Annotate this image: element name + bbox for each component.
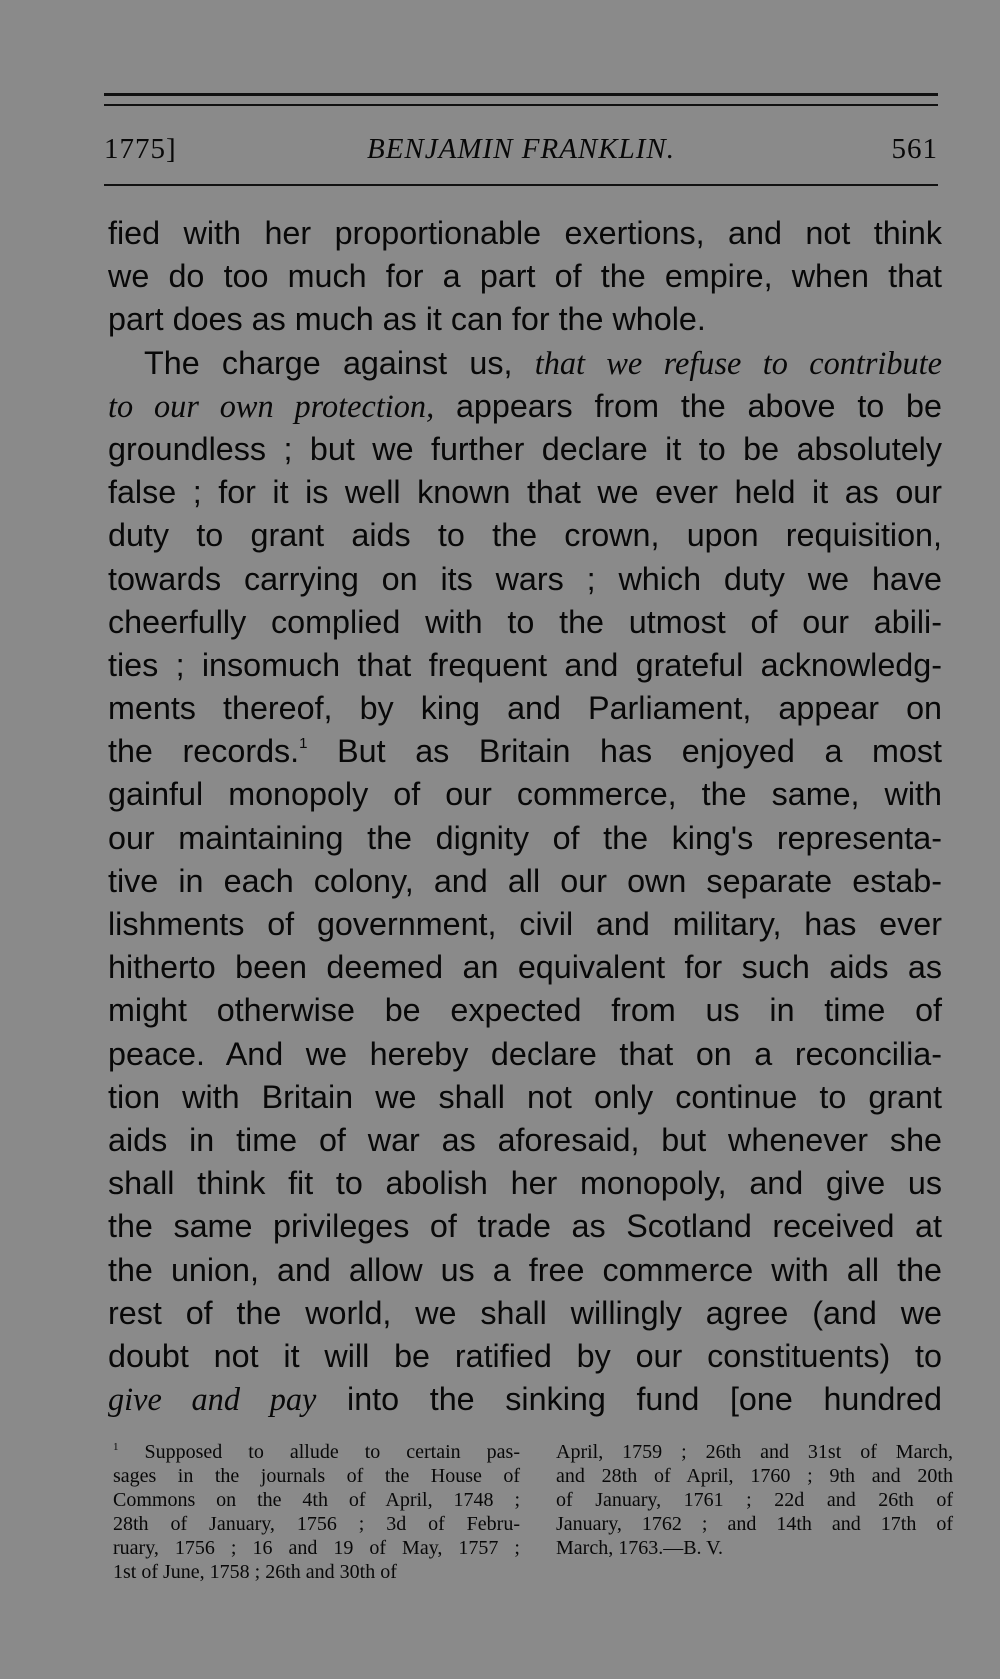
text-line: [108, 385, 942, 428]
text-line: the union, and allow us a free commerce with all the: [108, 1251, 942, 1288]
footnote-line: January, 1762 ; and 14th and 17th of: [556, 1513, 953, 1535]
text-line: we do too much for a part of the empire, when that: [108, 258, 942, 295]
footnote-line: of January, 1761 ; 22d and 26th of: [556, 1489, 953, 1511]
footnote-line: [113, 1440, 520, 1464]
running-header: [104, 128, 938, 170]
text-line: gainful monopoly of our commerce, the same, with: [108, 776, 942, 813]
footnote-line: ruary, 1756 ; 16 and 19 of May, 1757 ;: [113, 1537, 520, 1559]
text-line: hitherto been deemed an equivalent for such aids as: [108, 949, 942, 986]
text-line: fied with her proportionable exertions, and not think: [108, 215, 942, 251]
text-line: shall think fit to abolish her monopoly, and give us: [108, 1165, 942, 1202]
text-line: lishments of government, civil and military, has ever: [108, 906, 942, 942]
text-line: aids in time of war as aforesaid, but whenever she: [108, 1121, 942, 1158]
text-line: tion with Britain we shall not only continue to grant: [108, 1078, 942, 1115]
header-title: BENJAMIN FRANKLIN.: [367, 133, 675, 165]
top-rule-thin: [104, 104, 938, 106]
text-line: doubt not it will be ratified by our constituents) to: [108, 1337, 942, 1374]
text-line: peace. And we hereby declare that on a reconcilia-: [108, 1035, 942, 1072]
footnote-column-right: [556, 1440, 953, 1560]
text-line: cheerfully complied with to the utmost of our abili-: [108, 603, 942, 640]
footnote-text: Supposed to allude to certain pas-: [144, 1441, 520, 1463]
header-year: 1775]: [104, 133, 177, 165]
header-rule: [104, 184, 938, 186]
body-text: [108, 212, 942, 1421]
text-line: part does as much as it can for the whole.: [108, 301, 706, 338]
text-line: ments thereof, by king and Parliament, appear on: [108, 690, 942, 727]
text-line: towards carrying on its wars ; which duty we have: [108, 560, 942, 597]
page-number: 561: [891, 133, 938, 165]
footnote-marker: 1: [113, 1441, 119, 1453]
text-line: false ; for it is well known that we ever held it as our: [108, 474, 942, 511]
footnote-line: March, 1763.—B. V.: [556, 1537, 724, 1559]
text-line: rest of the world, we shall willingly agree (and we: [108, 1294, 942, 1331]
footnote-column-left: [113, 1440, 520, 1584]
text-line: duty to grant aids to the crown, upon requisition,: [108, 517, 942, 554]
italic-phrase: to our own protection,: [108, 387, 435, 424]
text-line: tive in each colony, and all our own separate estab-: [108, 862, 942, 899]
text-line: [108, 1378, 942, 1421]
top-rule: [104, 93, 938, 96]
footnote-line: Commons on the 4th of April, 1748 ;: [113, 1489, 520, 1511]
italic-phrase: that we refuse to contribute: [534, 344, 942, 381]
text-line: ties ; insomuch that frequent and grateful acknowledg-: [108, 646, 942, 683]
text-line: might otherwise be expected from us in time of: [108, 992, 942, 1029]
footnote-line: and 28th of April, 1760 ; 9th and 20th: [556, 1465, 953, 1487]
text-fragment: into the sinking fund [one hundred: [347, 1381, 942, 1418]
text-line: groundless ; but we further declare it to be absolutely: [108, 430, 942, 467]
text-fragment: the records.: [108, 733, 300, 770]
text-fragment: appears from the above to be: [455, 387, 942, 424]
text-line: [108, 730, 942, 773]
text-line: [108, 342, 942, 385]
footnote-line: 28th of January, 1756 ; 3d of Febru-: [113, 1513, 520, 1535]
footnote-reference: 1: [299, 735, 308, 753]
italic-phrase: give and pay: [108, 1381, 317, 1418]
text-line: the same privileges of trade as Scotland received at: [108, 1208, 942, 1245]
text-fragment: The charge against us,: [144, 344, 513, 381]
text-line: our maintaining the dignity of the king's representa-: [108, 819, 942, 856]
footnote-line: sages in the journals of the House of: [113, 1465, 520, 1487]
text-fragment: But as Britain has enjoyed a most: [337, 733, 942, 770]
footnote-line: April, 1759 ; 26th and 31st of March,: [556, 1441, 953, 1463]
footnote-line: 1st of June, 1758 ; 26th and 30th of: [113, 1561, 397, 1583]
